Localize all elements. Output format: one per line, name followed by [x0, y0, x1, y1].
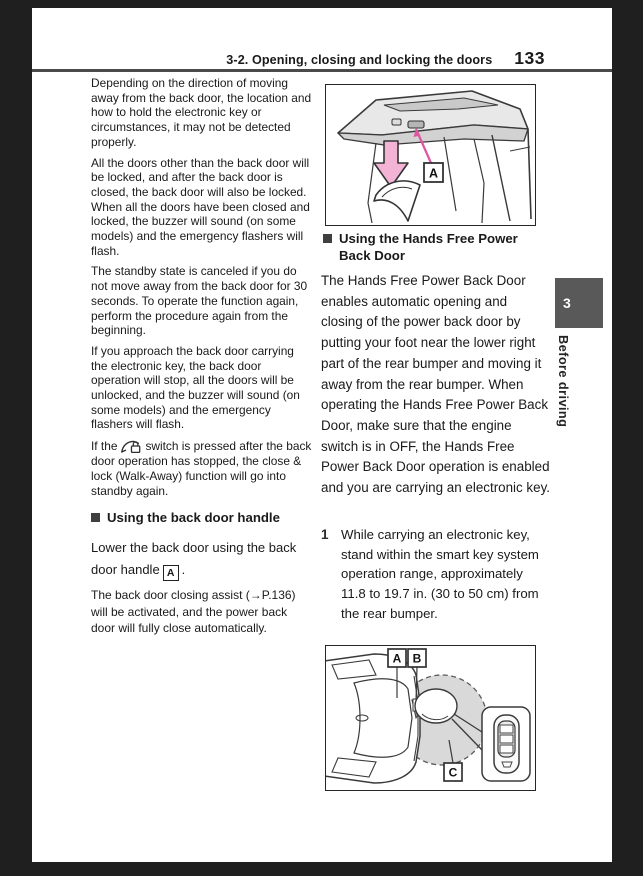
callout-a-label	[388, 649, 406, 667]
callout-b-text: B	[412, 651, 422, 666]
instruction-before: Lower the back door using the back door handle	[91, 540, 297, 578]
hands-free-description: The Hands Free Power Back Door enables automatic opening and closing of the power back door by putting your foot near the lower right part of the rear bumper and moving it away from the rear bumper. When operating the Hands Free Power Back Door, make sure that the engine switch is in OFF, the Hands Free Power Back Door operation is enabled and you are carrying an electronic key.	[321, 273, 551, 496]
callout-a-label	[424, 163, 443, 182]
step-number: 1	[321, 527, 329, 542]
callout-c-label	[444, 763, 462, 781]
left-column	[91, 76, 312, 642]
back-door-illustration	[326, 85, 533, 223]
square-bullet-icon	[323, 234, 332, 243]
section-title: 3-2. Opening, closing and locking the doors	[226, 53, 493, 67]
callout-a-inline: A	[163, 565, 179, 581]
chapter-label: Before driving	[556, 335, 571, 428]
down-arrow-icon	[374, 141, 408, 187]
heading-back-door-handle	[91, 509, 312, 526]
heading-label: Using the back door handle	[107, 510, 280, 526]
page-header	[32, 48, 545, 69]
car-top-view	[326, 651, 422, 783]
chapter-tab	[555, 278, 603, 328]
paragraph-key-detection: Depending on the direction of moving away from the back door, the location and how to hold the electronic key or circumstances, it may not be detected properly.	[91, 76, 312, 149]
note-closing-assist: The back door closing assist (→P.136) will be activated, and the power back door will fully close automatically.	[91, 588, 296, 635]
instruction-lower-door	[91, 537, 312, 581]
figure-sensor-range	[325, 645, 536, 791]
instruction-after: .	[181, 562, 186, 578]
switch-sentence-after: switch is pressed after the back door operation has stopped, the close & lock (Walk-Away) function will go into standby again.	[91, 439, 312, 499]
page-number: 133	[514, 48, 545, 68]
figure-back-door	[325, 84, 536, 226]
chapter-number: 3	[563, 295, 571, 311]
electronic-key-inset	[482, 707, 530, 781]
square-bullet-icon	[91, 513, 100, 522]
paragraph-standby-canceled: The standby state is canceled if you do not move away from the back door for 30 seconds. To operate the function again, perform the procedure again from the beginning.	[91, 264, 308, 338]
close-lock-switch-icon	[120, 438, 142, 454]
callout-c-text: C	[448, 765, 458, 780]
paragraph-doors-locked: All the doors other than the back door will be locked, and after the back door is closed, the back door will also be locked. When all the doors have been closed and locked, the buzzer will sound (on some models) and the emergency flashers will flash.	[91, 155, 310, 258]
switch-sentence-before: If the	[91, 439, 118, 454]
step-text: While carrying an electronic key, stand within the smart key system operation range, approximately 11.8 to 19.7 in. (30 to 50 cm) from the rear bumper.	[341, 527, 539, 621]
paragraph-approach-stop: If you approach the back door carrying the electronic key, the back door operation will stop, all the doors will be unlocked, and the buzzer will sound (on some models) and the emergency flashers will flash.	[91, 343, 300, 432]
heading-hands-free	[323, 230, 549, 264]
callout-a-text: A	[428, 166, 439, 181]
paragraph-switch-standby	[91, 438, 312, 499]
tailgate-panel	[338, 91, 528, 145]
manual-page	[32, 8, 612, 862]
callout-b-label	[408, 649, 426, 667]
back-door-handle-shape	[374, 181, 420, 221]
header-rule	[32, 69, 612, 72]
heading-label: Using the Hands Free Power Back Door	[339, 231, 518, 263]
callout-a-text: A	[392, 651, 402, 666]
step-1	[321, 525, 550, 624]
sensor-range-illustration	[326, 646, 533, 788]
